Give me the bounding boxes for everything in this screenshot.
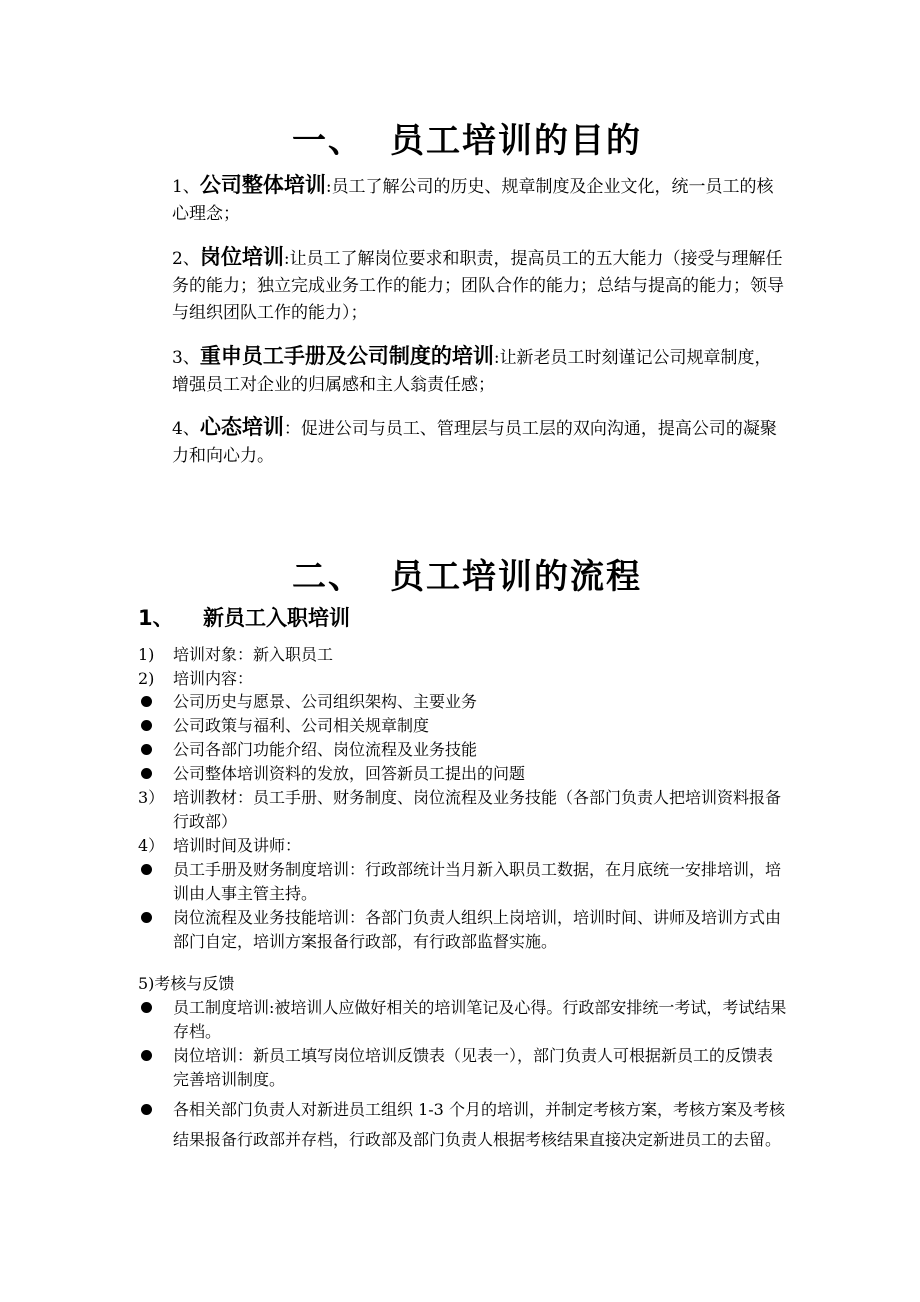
item-text: 让员工了解岗位要求和职责，提高员工的五大能力（接受与理解任务的能力；独立完成业务工作的能力；团队合作的能力；总结与提高的能力；领导与组织团队工作的能力）； (172, 249, 784, 323)
bullet-item (138, 690, 788, 714)
item-separator: : (325, 177, 332, 197)
line-text: 培训内容： (173, 669, 254, 688)
purpose-item-4 (172, 414, 787, 470)
bullet-text: 公司政策与福利、公司相关规章制度 (173, 716, 430, 735)
list-line-1 (138, 643, 788, 667)
item-number: 1、 (172, 177, 200, 197)
list-line-2 (138, 667, 788, 691)
line-marker: 3） (138, 788, 165, 807)
purpose-item-1 (172, 172, 787, 228)
bullet-dot-icon (141, 864, 152, 875)
item-number: 4、 (172, 419, 200, 439)
line-marker: 4） (138, 836, 165, 855)
bullet-dot-icon (141, 768, 152, 779)
item-number: 3、 (172, 348, 200, 368)
bullet-dot-icon (141, 1050, 152, 1061)
item-keyword: 心态培训 (199, 415, 284, 439)
bullet-item (138, 762, 788, 786)
bullet-dot-icon (141, 744, 152, 755)
bullet-dot-icon (141, 1002, 152, 1013)
bullet-item (138, 738, 788, 762)
bullet-item (138, 1044, 788, 1092)
item-keyword: 岗位培训 (199, 245, 284, 269)
bullet-text: 各相关部门负责人对新进员工组织 1-3 个月的培训，并制定考核方案，考核方案及考核结果报备行政部并存档，行政部及部门负责人根据考核结果直接决定新进员工的去留。 (173, 1100, 785, 1149)
bullet-item (138, 1095, 788, 1155)
line-marker: 1) (138, 645, 155, 664)
bullet-dot-icon (141, 1104, 152, 1115)
section-1-title: 员工培训的目的 (390, 121, 642, 161)
line-text: 培训教材：员工手册、财务制度、岗位流程及业务技能（各部门负责人把培训资料报备行政部） (173, 788, 782, 831)
bullet-dot-icon (141, 912, 152, 923)
bullet-item (138, 906, 788, 954)
item-text: 促进公司与员工、管理层与员工层的双向沟通，提高公司的凝聚力和向心力。 (172, 419, 777, 466)
bullet-dot-icon (141, 720, 152, 731)
item-number: 2、 (172, 249, 200, 269)
section-2-number: 二、 (292, 557, 364, 597)
subsection-1-heading (138, 602, 350, 632)
item-separator: : (493, 348, 500, 368)
bullet-text: 公司历史与愿景、公司组织架构、主要业务 (173, 692, 478, 711)
bullet-item (138, 996, 788, 1044)
bullet-dot-icon (141, 696, 152, 707)
line-marker: 2) (138, 669, 155, 688)
subsection-1-title: 新员工入职培训 (203, 606, 350, 630)
item-text: 员工了解公司的历史、规章制度及企业文化，统一员工的核心理念； (172, 177, 774, 224)
bullet-text: 员工制度培训:被培训人应做好相关的培训笔记及心得。行政部安排统一考试，考试结果存档。 (173, 998, 787, 1041)
section-2-title: 员工培训的流程 (390, 557, 642, 597)
list-line-5: 5)考核与反馈 (138, 974, 235, 993)
bullet-text: 公司各部门功能介绍、岗位流程及业务技能 (173, 740, 478, 759)
purpose-item-2 (172, 244, 787, 327)
bullet-text: 岗位培训：新员工填写岗位培训反馈表（见表一），部门负责人可根据新员工的反馈表完善培训制度。 (173, 1046, 774, 1089)
bullet-text: 岗位流程及业务技能培训：各部门负责人组织上岗培训，培训时间、讲师及培训方式由部门自定，培训方案报备行政部，有行政部监督实施。 (173, 908, 782, 951)
purpose-item-3 (172, 343, 787, 399)
list-line-4 (138, 834, 788, 858)
bullet-item (138, 714, 788, 738)
bullet-text: 公司整体培训资料的发放，回答新员工提出的问题 (173, 764, 526, 783)
line-text: 培训对象：新入职员工 (173, 645, 334, 664)
section-2-heading (292, 549, 642, 598)
list-line-3 (138, 786, 788, 834)
bullet-text: 员工手册及财务制度培训：行政部统计当月新入职员工数据，在月底统一安排培训，培训由人事主管主持。 (173, 860, 782, 903)
item-keyword: 重申员工手册及公司制度的培训 (199, 344, 494, 368)
item-separator: ： (283, 419, 301, 439)
line-text: 培训时间及讲师： (173, 836, 302, 855)
subsection-1-number: 1、 (138, 606, 174, 630)
item-keyword: 公司整体培训 (199, 173, 326, 197)
item-separator: : (283, 249, 290, 269)
section-1-heading (292, 113, 642, 162)
bullet-item (138, 858, 788, 906)
item-text: 让新老员工时刻谨记公司规章制度，增强员工对企业的归属感和主人翁责任感； (172, 348, 772, 395)
section-1-number: 一、 (292, 121, 364, 161)
